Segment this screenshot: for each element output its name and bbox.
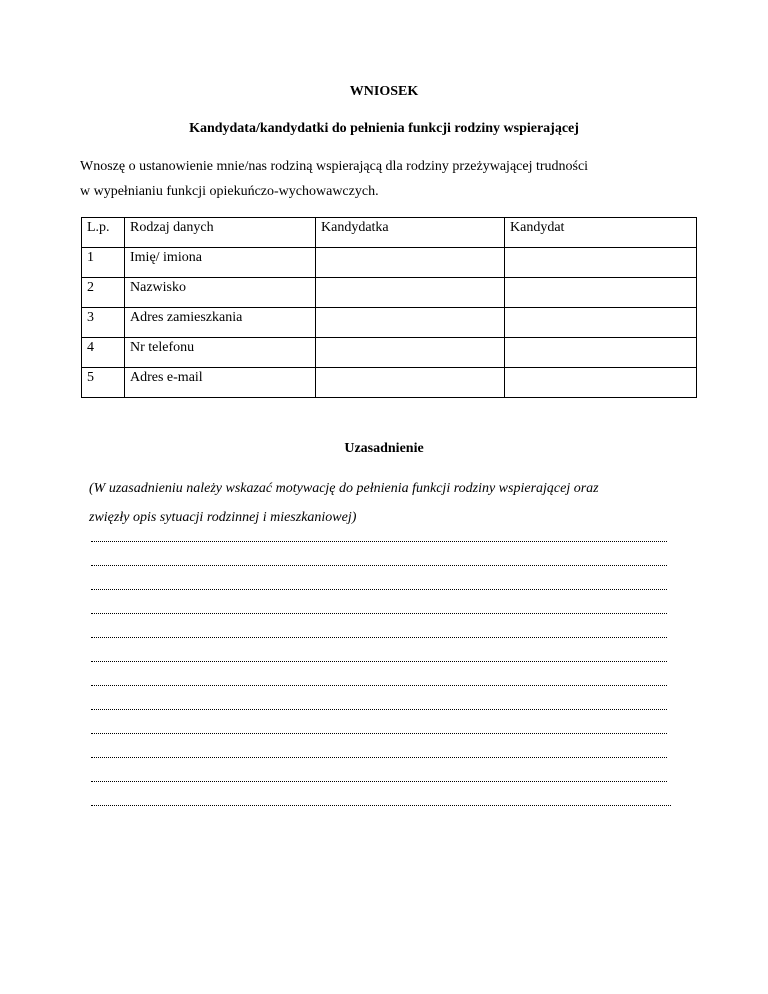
row-number: 4: [82, 338, 125, 368]
dotted-answer-line[interactable]: [91, 557, 671, 581]
candidate-data-table: [81, 217, 697, 398]
kandydat-field[interactable]: [505, 308, 697, 338]
row-label: Adres zamieszkania: [125, 308, 316, 338]
dotted-answer-line[interactable]: [91, 653, 671, 677]
dotted-rule: [91, 757, 667, 758]
table-row: [82, 278, 697, 308]
row-label: Nazwisko: [125, 278, 316, 308]
table-row: [82, 308, 697, 338]
header-kandydatka: Kandydatka: [316, 218, 505, 248]
dotted-answer-line[interactable]: [91, 701, 671, 725]
table-row: [82, 248, 697, 278]
justification-title: Uzasadnienie: [344, 441, 424, 456]
dotted-answer-line[interactable]: [91, 725, 671, 749]
dotted-rule: [91, 661, 667, 662]
header-rodzaj-danych: Rodzaj danych: [125, 218, 316, 248]
intro-line: Wnoszę o ustanowienie mnie/nas rodziną wspierającą dla rodziny przeżywającej trudności: [80, 159, 589, 174]
dotted-answer-line[interactable]: [91, 605, 671, 629]
row-label: Imię/ imiona: [125, 248, 316, 278]
kandydat-field[interactable]: [505, 278, 697, 308]
kandydatka-field[interactable]: [316, 368, 505, 398]
table-row: [82, 338, 697, 368]
kandydatka-field[interactable]: [316, 248, 505, 278]
dotted-answer-line[interactable]: [91, 677, 671, 701]
dotted-answer-line[interactable]: [91, 749, 671, 773]
kandydat-field[interactable]: [505, 368, 697, 398]
note-line: (W uzasadnieniu należy wskazać motywację do pełnienia funkcji rodziny wspierającej oraz: [89, 481, 599, 496]
dotted-answer-line[interactable]: [91, 581, 671, 605]
note-line: zwięzły opis sytuacji rodzinnej i mieszkaniowej): [89, 510, 357, 525]
dotted-answer-line[interactable]: [91, 797, 671, 821]
dotted-answer-line[interactable]: [91, 629, 671, 653]
intro-line: w wypełnianiu funkcji opiekuńczo-wychowawczych.: [80, 184, 379, 199]
header-kandydat: Kandydat: [505, 218, 697, 248]
table-header-row: [82, 218, 697, 248]
dotted-rule: [91, 709, 667, 710]
dotted-rule: [91, 733, 667, 734]
row-label: Nr telefonu: [125, 338, 316, 368]
dotted-rule: [91, 541, 667, 542]
row-number: 3: [82, 308, 125, 338]
dotted-rule: [91, 685, 667, 686]
kandydatka-field[interactable]: [316, 278, 505, 308]
header-lp: L.p.: [82, 218, 125, 248]
kandydatka-field[interactable]: [316, 308, 505, 338]
row-number: 2: [82, 278, 125, 308]
dotted-rule: [91, 613, 667, 614]
kandydat-field[interactable]: [505, 248, 697, 278]
document-subtitle: Kandydata/kandydatki do pełnienia funkcji rodziny wspierającej: [189, 121, 579, 136]
justification-answer-lines[interactable]: [91, 533, 671, 821]
dotted-rule: [91, 565, 667, 566]
document-title: WNIOSEK: [349, 84, 419, 99]
dotted-rule: [91, 781, 667, 782]
dotted-answer-line[interactable]: [91, 533, 671, 557]
intro-paragraph: [80, 154, 700, 204]
dotted-rule: [91, 589, 667, 590]
dotted-rule: [91, 805, 671, 806]
justification-note: [89, 474, 689, 532]
kandydat-field[interactable]: [505, 338, 697, 368]
row-label: Adres e-mail: [125, 368, 316, 398]
table-row: [82, 368, 697, 398]
dotted-rule: [91, 637, 667, 638]
row-number: 1: [82, 248, 125, 278]
dotted-answer-line[interactable]: [91, 773, 671, 797]
row-number: 5: [82, 368, 125, 398]
kandydatka-field[interactable]: [316, 338, 505, 368]
